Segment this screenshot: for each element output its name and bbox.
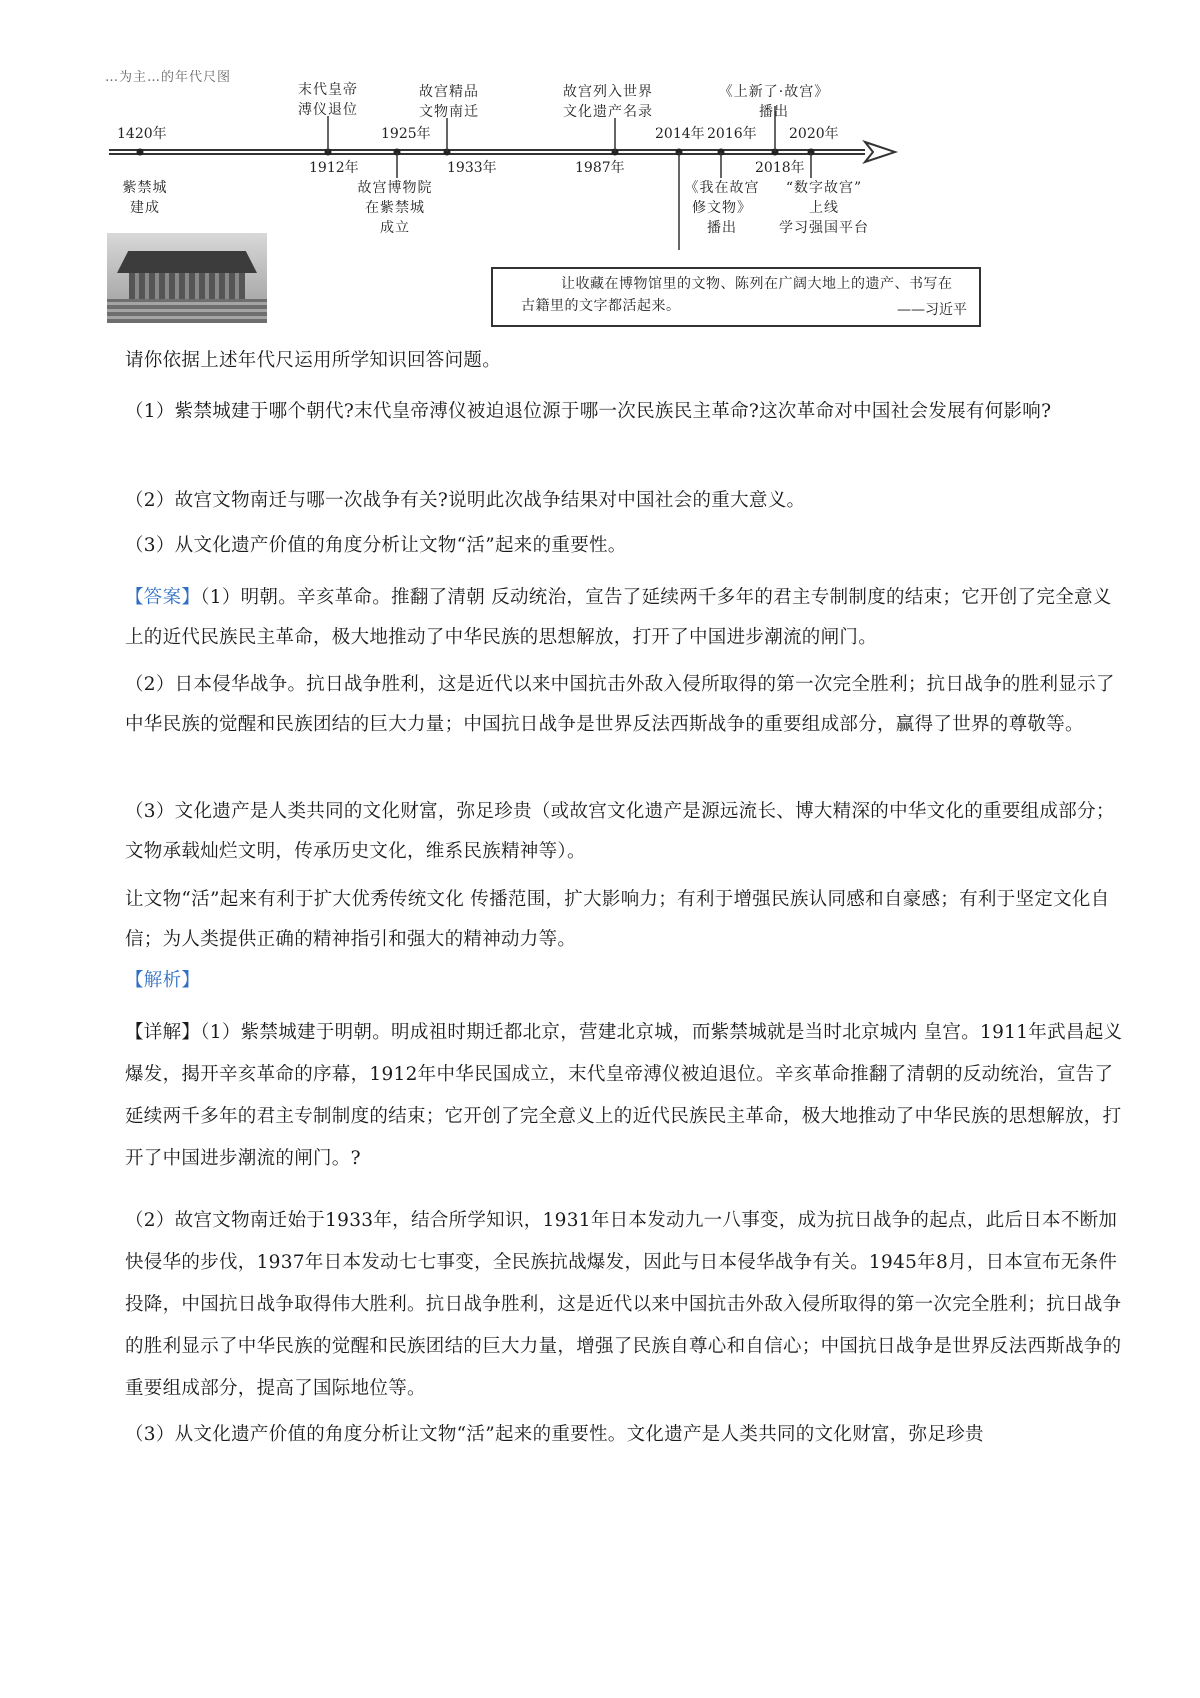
timeline-year-1420: 1420年: [117, 126, 167, 142]
question-1: （1）紫禁城建于哪个朝代?末代皇帝溥仪被迫退位源于哪一次民族民主革命?这次革命对中国社会发展有何影响?: [125, 401, 1052, 422]
answer-2: （2）日本侵华战争。抗日战争胜利，这是近代以来中国抗击外敌入侵所取得的第一次完全胜利；抗日战争的胜利显示了中华民族的觉醒和民族团结的巨大力量；中国抗日战争是世界反法西斯战争的重要组成部分，赢得了世界的尊敬等。: [125, 674, 1115, 735]
timeline-label-2020: “数字故宫” 上线 学习强国平台: [779, 180, 869, 236]
answer-tag: 【答案】: [125, 587, 201, 608]
question-3: （3）从文化遗产价值的角度分析让文物“活”起来的重要性。: [125, 535, 627, 556]
quote-text: 让收藏在博物馆里的文物、陈列在广阔大地上的遗产、书写在古籍里的文字都活起来。: [521, 276, 953, 314]
timeline-header-fragment: …为主…的年代尺图: [105, 70, 232, 85]
forbidden-city-photo: [107, 233, 267, 323]
timeline-label-1912: 末代皇帝 溥仪退位: [298, 82, 358, 118]
timeline-label-2016: 《我在故宫 修文物》 播出: [684, 180, 760, 236]
answer-3: （3）文化遗产是人类共同的文化财富，弥足珍贵（或故宫文化遗产是源远流长、博大精深的中华文化的重要组成部分；文物承载灿烂文明，传承历史文化，维系民族精神等）。: [125, 801, 1115, 862]
timeline-year-1987: 1987年: [575, 160, 625, 176]
timeline-year-2014: 2014年: [655, 126, 705, 142]
timeline-year-1933: 1933年: [447, 160, 497, 176]
detail-1-text: （1）紫禁城建于明朝。明成祖时期迁都北京，营建北京城，而紫禁城就是当时北京城内 皇宫。1911年武昌起义爆发，揭开辛亥革命的序幕，1912年中华民国成立，末代皇帝溥仪被迫退位。辛亥革命推翻了清朝的反动统治，宣告了延续两千多年的君主专制制度的结束；它开创了完全意义上的近代民族民主革命，极大地推动了中华民族的思想解放，打开了中国进步潮流的闸门。?: [125, 1022, 1123, 1169]
timeline-label-1987: 故宫列入世界 文化遗产名录: [563, 84, 653, 120]
answer-1-text: （1）明朝。辛亥革命。推翻了清朝 反动统治，宣告了延续两千多年的君主专制制度的结束；它开创了完全意义上的近代民族民主革命，极大地推动了中华民族的思想解放，打开了中国进步潮流的闸门。: [125, 587, 1112, 648]
timeline-year-1912: 1912年: [309, 160, 359, 176]
timeline-label-2018: 《上新了·故宫》 播出: [718, 84, 830, 120]
answer-4: 让文物“活”起来有利于扩大优秀传统文化 传播范围，扩大影响力；有利于增强民族认同感和自豪感；有利于坚定文化自信；为人类提供正确的精神指引和强大的精神动力等。: [125, 889, 1110, 950]
detail-2: （2）故宫文物南迁始于1933年，结合所学知识，1931年日本发动九一八事变，成为抗日战争的起点，此后日本不断加快侵华的步伐，1937年日本发动七七事变，全民族抗战爆发，因此与日本侵华战争有关。1945年8月，日本宣布无条件投降，中国抗日战争取得伟大胜利。抗日战争胜利，这是近代以来中国抗击外敌入侵所取得的第一次完全胜利；抗日战争的胜利显示了中华民族的觉醒和民族团结的巨大力量，增强了民族自尊心和自信心；中国抗日战争是世界反法西斯战争的重要组成部分，提高了国际地位等。: [125, 1210, 1122, 1399]
timeline-label-1933: 故宫精品 文物南迁: [419, 84, 479, 120]
detail-tag: 【详解】: [125, 1022, 201, 1043]
detail-1: [125, 1012, 1125, 1180]
question-2: （2）故宫文物南迁与哪一次战争有关?说明此次战争结果对中国社会的重大意义。: [125, 490, 806, 511]
detail-3: （3）从文化遗产价值的角度分析让文物“活”起来的重要性。文化遗产是人类共同的文化财富，弥足珍贵: [125, 1424, 984, 1445]
question-prompt: 请你依据上述年代尺运用所学知识回答问题。: [125, 350, 502, 371]
quote-scroll-box: [491, 267, 981, 327]
quote-author: ——习近平: [897, 302, 967, 318]
timeline-year-2018: 2018年: [755, 160, 805, 176]
timeline-label-1420: 紫禁城 建成: [122, 180, 168, 216]
timeline-label-1925: 故宫博物院 在紫禁城 成立: [357, 180, 433, 236]
timeline-year-2016: 2016年: [707, 126, 757, 142]
analysis-tag: 【解析】: [125, 970, 201, 991]
timeline-year-2020: 2020年: [789, 126, 839, 142]
timeline-figure: [105, 70, 985, 328]
answer-1: [125, 578, 1125, 658]
timeline-year-1925: 1925年: [381, 126, 431, 142]
